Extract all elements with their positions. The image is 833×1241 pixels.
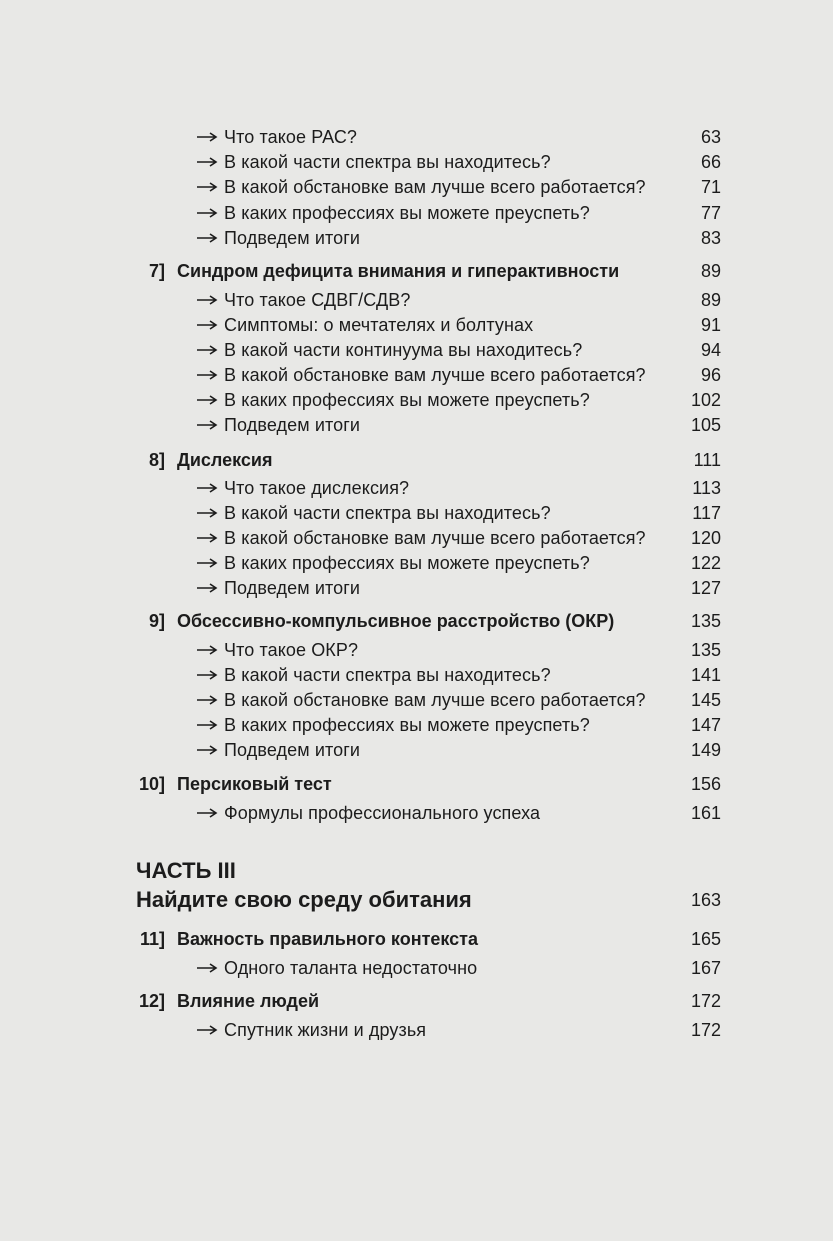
toc-chapter-10[interactable] [0,772,833,796]
toc-entry-title: Подведем итоги [224,578,361,598]
toc-entry[interactable] [0,688,833,712]
chapter-number: 9] [148,611,165,631]
chapter-number: 11] [139,929,165,949]
toc-entry-page: 63 [700,127,721,147]
arrow-right-icon [196,419,220,431]
toc-entry-title: Что такое ОКР? [224,640,359,660]
chapter-page: 135 [690,611,721,631]
arrow-right-icon [196,644,220,656]
arrow-right-icon [196,669,220,681]
chapter-title: Обсессивно-компульсивное расстройство (ОКР) [177,611,615,631]
arrow-right-icon [196,181,220,193]
toc-chapter-7[interactable] [0,259,833,283]
toc-entry-page: 147 [690,715,721,735]
toc-entry-title: Что такое дислексия? [224,478,410,498]
toc-entry-title: В каких профессиях вы можете преуспеть? [224,553,590,573]
toc-entry-title: Одного таланта недостаточно [224,958,478,978]
toc-entry[interactable] [0,226,833,250]
arrow-right-icon [196,582,220,594]
toc-entry-title: В какой части континуума вы находитесь? [224,340,583,360]
chapter-number: 8] [148,450,165,470]
arrow-right-icon [196,482,220,494]
toc-entry-title: Подведем итоги [224,740,361,760]
chapter-page: 172 [690,991,721,1011]
arrow-right-icon [196,369,220,381]
toc-entry-page: 117 [692,503,721,523]
toc-entry-title: В какой обстановке вам лучше всего работается? [224,177,646,197]
toc-entry[interactable] [0,175,833,199]
toc-entry-page: 145 [690,690,721,710]
toc-entry-title: В какой части спектра вы находитесь? [224,152,551,172]
toc-entry[interactable] [0,501,833,525]
arrow-right-icon [196,319,220,331]
toc-entry-page: 83 [700,228,721,248]
arrow-right-icon [196,1024,220,1036]
toc-entry-title: В какой обстановке вам лучше всего работается? [224,528,646,548]
chapter-page: 111 [693,450,721,470]
part-label: ЧАСТЬ III [136,858,236,883]
toc-entry[interactable] [0,388,833,412]
toc-entry-page: 91 [700,315,721,335]
toc-entry[interactable] [0,801,833,825]
toc-entry-page: 172 [690,1020,721,1040]
arrow-right-icon [196,344,220,356]
toc-entry[interactable] [0,1018,833,1042]
toc-entry-page: 94 [700,340,721,360]
toc-entry[interactable] [0,526,833,550]
toc-entry[interactable] [0,363,833,387]
arrow-right-icon [196,394,220,406]
chapter-page: 89 [700,261,721,281]
toc-entry-page: 127 [690,578,721,598]
arrow-right-icon [196,719,220,731]
toc-entry-page: 113 [692,478,721,498]
toc-entry[interactable] [0,288,833,312]
part-page: 163 [690,890,721,910]
toc-entry[interactable] [0,125,833,149]
arrow-right-icon [196,232,220,244]
toc-entry-page: 120 [690,528,721,548]
toc-entry-title: Что такое РАС? [224,127,358,147]
toc-entry-title: Подведем итоги [224,415,361,435]
toc-chapter-9[interactable] [0,609,833,633]
toc-entry-title: Симптомы: о мечтателях и болтунах [224,315,534,335]
toc-entry[interactable] [0,150,833,174]
toc-entry[interactable] [0,956,833,980]
toc-chapter-12[interactable] [0,989,833,1013]
toc-entry-title: В какой обстановке вам лучше всего работается? [224,365,646,385]
toc-entry-page: 161 [690,803,721,823]
arrow-right-icon [196,744,220,756]
toc-entry-title: В какой части спектра вы находитесь? [224,503,551,523]
toc-entry-page: 149 [690,740,721,760]
toc-entry-page: 135 [690,640,721,660]
toc-chapter-8[interactable] [0,448,833,472]
toc-entry-title: В каких профессиях вы можете преуспеть? [224,715,590,735]
toc-entry-title: Спутник жизни и друзья [224,1020,427,1040]
arrow-right-icon [196,207,220,219]
arrow-right-icon [196,294,220,306]
chapter-page: 165 [690,929,721,949]
chapter-page: 156 [690,774,721,794]
arrow-right-icon [196,507,220,519]
chapter-number: 7] [148,261,165,281]
toc-entry-page: 71 [700,177,721,197]
toc-entry[interactable] [0,738,833,762]
toc-entry-page: 122 [690,553,721,573]
chapter-number: 10] [138,774,165,794]
toc-entry-title: В какой части спектра вы находитесь? [224,665,551,685]
toc-entry-title: Что такое СДВГ/СДВ? [224,290,411,310]
toc-entry-page: 167 [690,958,721,978]
chapter-title: Синдром дефицита внимания и гиперактивности [177,261,620,281]
toc-entry-title: В каких профессиях вы можете преуспеть? [224,390,590,410]
arrow-right-icon [196,131,220,143]
toc-entry-page: 96 [700,365,721,385]
toc-entry[interactable] [0,476,833,500]
toc-entry-title: В каких профессиях вы можете преуспеть? [224,203,590,223]
toc-entry[interactable] [0,413,833,437]
toc-entry-page: 77 [700,203,721,223]
toc-entry[interactable] [0,338,833,362]
chapter-title: Влияние людей [177,991,320,1011]
arrow-right-icon [196,962,220,974]
toc-entry[interactable] [0,551,833,575]
toc-entry-page: 89 [700,290,721,310]
toc-entry-title: Формулы профессионального успеха [224,803,541,823]
toc-entry[interactable] [0,663,833,687]
arrow-right-icon [196,557,220,569]
toc-entry-page: 102 [690,390,721,410]
toc-entry[interactable] [0,713,833,737]
chapter-title: Дислексия [177,450,273,470]
toc-entry[interactable] [0,201,833,225]
arrow-right-icon [196,156,220,168]
toc-entry-title: Подведем итоги [224,228,361,248]
chapter-title: Важность правильного контекста [177,929,478,949]
chapter-title: Персиковый тест [177,774,332,794]
toc-entry-title: В какой обстановке вам лучше всего работается? [224,690,646,710]
toc-entry-page: 105 [690,415,721,435]
part-title[interactable]: Найдите свою среду обитания [136,887,472,912]
toc-chapter-11[interactable] [0,927,833,951]
toc-entry[interactable] [0,638,833,662]
toc-entry-page: 141 [690,665,721,685]
toc-entry[interactable] [0,576,833,600]
arrow-right-icon [196,694,220,706]
chapter-number: 12] [138,991,165,1011]
toc-entry[interactable] [0,313,833,337]
toc-entry-page: 66 [700,152,721,172]
arrow-right-icon [196,807,220,819]
arrow-right-icon [196,532,220,544]
